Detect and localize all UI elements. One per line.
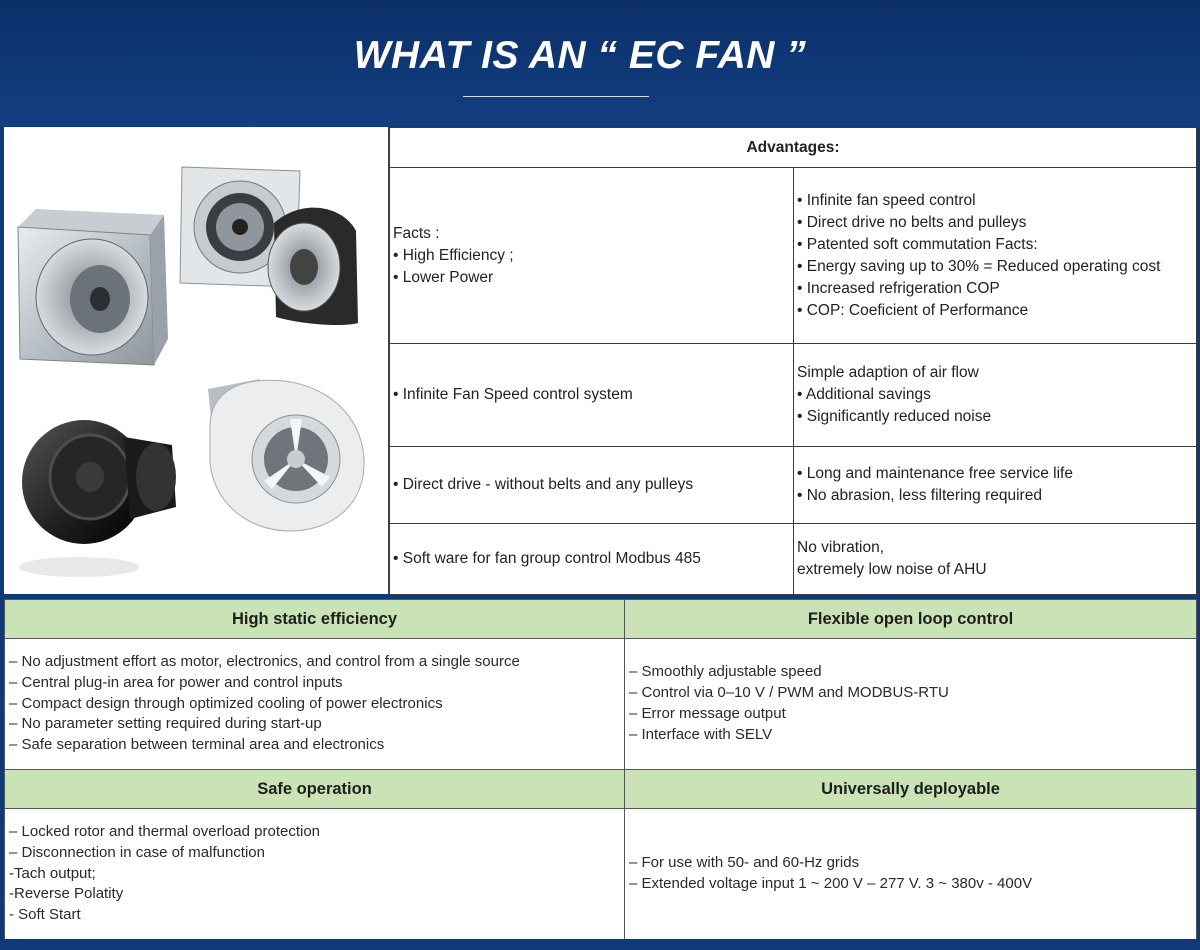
title-underline: [463, 96, 649, 97]
overview-panel: [4, 127, 1196, 594]
section-title-high-static-efficiency: High static efficiency: [5, 600, 625, 639]
product-images: [4, 127, 389, 594]
list-item: – No parameter setting required during start-up: [9, 715, 322, 733]
cell-line: • No abrasion, less filtering required: [797, 487, 1042, 504]
section-title-flexible-open-loop-control: Flexible open loop control: [625, 600, 1197, 639]
list-item: – Compact design through optimized cooling of power electronics: [9, 694, 443, 712]
product-photo-collage: [4, 127, 388, 594]
list-item: – Extended voltage input 1 ~ 200 V – 277 V. 3 ~ 380v - 400V: [629, 875, 1033, 892]
cell-line: • COP: Coeficient of Performance: [797, 301, 1029, 319]
list-item: – Interface with SELV: [629, 725, 773, 743]
section-body-high-static-efficiency: [5, 639, 625, 770]
section-body-universally-deployable: [625, 809, 1197, 940]
cell-line: No vibration,: [797, 539, 885, 556]
advantage-cell: [794, 344, 1197, 447]
feature-cell: [390, 447, 794, 524]
list-item: – Safe separation between terminal area and electronics: [9, 736, 385, 754]
cell-line: • Lower Power: [393, 268, 494, 286]
cell-line: • Direct drive - without belts and any pulleys: [393, 476, 694, 493]
advantages-header: Advantages:: [390, 128, 1197, 168]
list-item: – Locked rotor and thermal overload protection: [9, 823, 321, 840]
list-item: – Disconnection in case of malfunction: [9, 843, 265, 861]
list-item: – For use with 50- and 60-Hz grids: [629, 854, 860, 872]
footer-bar: [0, 939, 1200, 950]
advantage-cell: [794, 447, 1197, 524]
cell-line: Simple adaption of air flow: [797, 364, 979, 381]
square-plug-fan-icon: [18, 209, 168, 365]
feature-cell: [390, 524, 794, 595]
cell-line: • Infinite Fan Speed control system: [393, 386, 633, 403]
feature-cell: [390, 344, 794, 447]
cell-line: • Patented soft commutation Facts:: [797, 235, 1038, 253]
list-item: – No adjustment effort as motor, electronics, and control from a single source: [9, 653, 520, 670]
table-row: [390, 524, 1197, 595]
list-item: – Smoothly adjustable speed: [629, 663, 822, 681]
header-banner: [0, 0, 1200, 126]
list-item: - Soft Start: [9, 906, 81, 924]
table-row: [390, 344, 1197, 447]
table-row: [390, 447, 1197, 524]
cell-line: • Significantly reduced noise: [797, 408, 992, 425]
cell-line: • Additional savings: [797, 386, 931, 403]
cell-line: Facts :: [393, 224, 440, 242]
facts-cell: [390, 168, 794, 344]
advantages-table: [389, 127, 1197, 595]
black-blower-icon: [19, 420, 176, 577]
section-title-safe-operation: Safe operation: [5, 770, 625, 809]
cell-line: • Direct drive no belts and pulleys: [797, 213, 1027, 231]
list-item: – Error message output: [629, 705, 786, 722]
cell-line: • Increased refrigeration COP: [797, 279, 1000, 297]
list-item: -Reverse Polatity: [9, 885, 124, 903]
section-title-universally-deployable: Universally deployable: [625, 770, 1197, 809]
list-item: – Central plug-in area for power and control inputs: [9, 673, 343, 691]
cell-line: • Long and maintenance free service life: [797, 465, 1073, 482]
cell-line: • Infinite fan speed control: [797, 191, 976, 209]
section-body-flexible-open-loop-control: [625, 639, 1197, 770]
cell-line: • High Efficiency ;: [393, 246, 514, 264]
list-item: -Tach output;: [9, 864, 96, 882]
advantage-cell: [794, 168, 1197, 344]
advantage-cell: [794, 524, 1197, 595]
cell-line: • Energy saving up to 30% = Reduced operating cost: [797, 257, 1161, 275]
page-title: WHAT IS AN “ EC FAN ”: [353, 34, 807, 77]
feature-grid: [4, 599, 1197, 940]
cell-line: • Soft ware for fan group control Modbus 485: [393, 550, 701, 567]
cell-line: extremely low noise of AHU: [797, 561, 987, 578]
list-item: – Control via 0–10 V / PWM and MODBUS-RTU: [629, 684, 949, 702]
white-blower-icon: [208, 379, 364, 531]
centrifugal-impeller-icon: [180, 167, 358, 325]
table-row: [390, 168, 1197, 344]
section-body-safe-operation: [5, 809, 625, 940]
